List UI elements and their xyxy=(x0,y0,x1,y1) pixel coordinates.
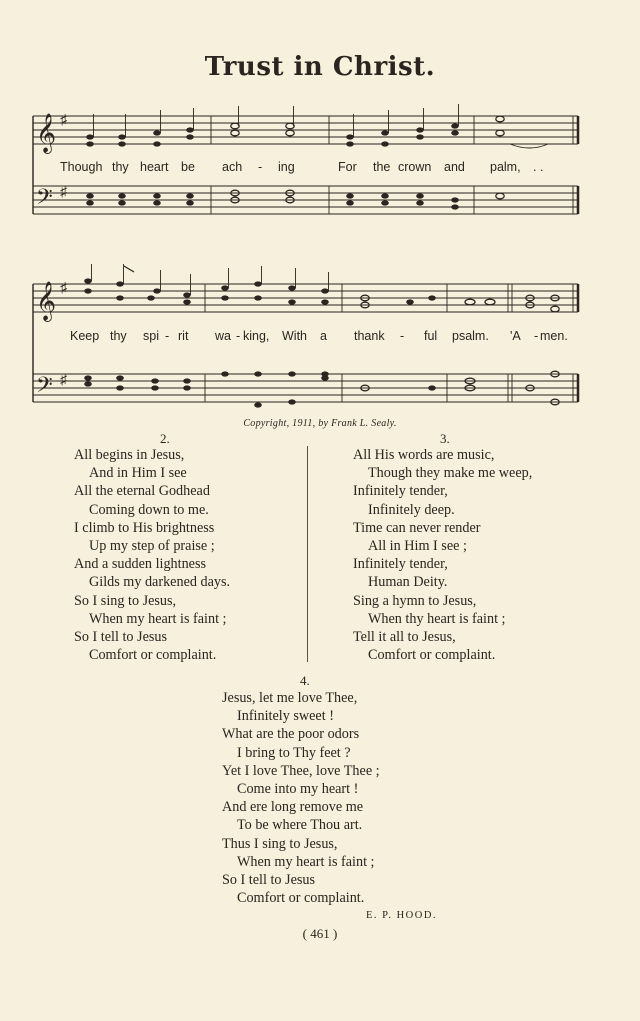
lyric-syllable: psalm. xyxy=(452,329,489,343)
lyric-syllable: thank xyxy=(354,329,385,343)
lyric-syllable: - xyxy=(258,160,263,174)
verse-line: When my heart is faint ; xyxy=(89,610,227,627)
lyric-syllable: - xyxy=(534,329,539,343)
verse-number: 4. xyxy=(300,673,310,688)
lyric-syllable: . . xyxy=(533,160,544,174)
lyric-syllable: a xyxy=(320,329,327,343)
verse-line: Coming down to me. xyxy=(89,501,209,518)
lyric-syllable: For xyxy=(338,160,357,174)
lyrics-line-1 xyxy=(60,160,543,174)
verse-line: Thus I sing to Jesus, xyxy=(222,835,338,852)
verse-line: Though they make me weep, xyxy=(368,465,533,482)
lyric-syllable: and xyxy=(444,160,465,174)
verse-line: What are the poor odors xyxy=(222,726,360,743)
author-credit: E. P. HOOD. xyxy=(366,910,438,921)
verse-line: I climb to His brightness xyxy=(74,519,215,536)
verse-line: When my heart is faint ; xyxy=(237,853,375,870)
svg-text:𝄢: 𝄢 xyxy=(36,373,53,403)
lyric-syllable: - xyxy=(236,329,241,343)
lyric-syllable: - xyxy=(165,329,170,343)
verse-number: 3. xyxy=(440,431,450,446)
lyric-syllable: ful xyxy=(424,329,438,343)
lyric-syllable: With xyxy=(282,329,307,343)
verse-line: And a sudden lightness xyxy=(74,556,207,573)
lyric-syllable: spi xyxy=(143,329,159,343)
lyric-syllable: crown xyxy=(398,160,432,174)
lyric-syllable: rit xyxy=(178,329,189,343)
verse-line: Comfort or complaint. xyxy=(237,890,365,907)
verse-2 xyxy=(74,446,230,664)
svg-text:♯: ♯ xyxy=(60,281,67,296)
lyric-syllable: the xyxy=(373,160,391,174)
lyric-syllable: heart xyxy=(140,160,169,174)
verse-line: Infinitely tender, xyxy=(353,483,448,500)
verse-line: All begins in Jesus, xyxy=(74,447,185,463)
lyric-syllable: 'A xyxy=(510,329,521,343)
column-divider xyxy=(307,446,308,662)
verse-line: So I tell to Jesus xyxy=(74,629,168,646)
lyric-syllable: Though xyxy=(60,160,103,174)
verse-line: Comfort or complaint. xyxy=(368,647,496,664)
verse-line: All the eternal Godhead xyxy=(74,483,210,500)
lyric-syllable: thy xyxy=(112,160,129,174)
verse-line: Come into my heart ! xyxy=(237,781,359,798)
svg-text:𝄢: 𝄢 xyxy=(36,185,53,215)
music-system-1 xyxy=(0,100,640,230)
svg-text:♯: ♯ xyxy=(60,113,67,128)
verse-line: Infinitely sweet ! xyxy=(237,708,334,725)
lyric-syllable: - xyxy=(400,329,405,343)
verse-line: And in Him I see xyxy=(89,465,187,482)
verse-line: Infinitely deep. xyxy=(368,501,455,518)
lyric-syllable: Keep xyxy=(70,329,100,343)
verse-number: 2. xyxy=(160,431,170,446)
verse-line: All His words are music, xyxy=(353,447,495,463)
verse-line: So I tell to Jesus xyxy=(222,872,316,889)
svg-text:𝄞: 𝄞 xyxy=(36,281,57,321)
verse-line: Jesus, let me love Thee, xyxy=(222,690,358,706)
hymn-title: Trust in Christ. xyxy=(204,52,436,82)
verse-line: Time can never render xyxy=(353,519,481,536)
verse-4 xyxy=(222,689,380,907)
lyric-syllable: thy xyxy=(110,329,127,343)
lyric-syllable: ach xyxy=(222,160,243,174)
verse-line: Comfort or complaint. xyxy=(89,647,217,664)
verse-line: Up my step of praise ; xyxy=(89,538,215,555)
verse-line: Infinitely tender, xyxy=(353,556,448,573)
lyric-syllable: be xyxy=(181,160,195,174)
verse-line: I bring to Thy feet ? xyxy=(237,744,351,761)
copyright-notice: Copyright, 1911, by Frank L. Sealy. xyxy=(243,418,397,429)
svg-text:♯: ♯ xyxy=(60,373,67,388)
lyric-syllable: wa xyxy=(215,329,231,343)
lyric-syllable: men. xyxy=(540,329,568,343)
verse-line: To be where Thou art. xyxy=(237,817,363,834)
music-system-2 xyxy=(0,262,640,412)
verse-3 xyxy=(353,446,532,664)
svg-text:♯: ♯ xyxy=(60,185,67,200)
lyric-syllable: ing xyxy=(278,160,295,174)
verse-line: All in Him I see ; xyxy=(368,538,467,555)
verse-line: When thy heart is faint ; xyxy=(368,610,506,627)
lyrics-line-2 xyxy=(70,329,568,343)
verse-line: And ere long remove me xyxy=(222,799,364,816)
verse-line: Tell it all to Jesus, xyxy=(353,629,456,646)
verse-line: So I sing to Jesus, xyxy=(74,592,177,609)
lyric-syllable: palm, xyxy=(490,160,521,174)
verse-line: Human Deity. xyxy=(368,574,448,591)
page-number: ( 461 ) xyxy=(302,926,338,941)
verse-line: Yet I love Thee, love Thee ; xyxy=(222,762,380,779)
verse-line: Gilds my darkened days. xyxy=(89,574,231,591)
svg-text:𝄞: 𝄞 xyxy=(36,113,57,153)
lyric-syllable: king, xyxy=(243,329,270,343)
verse-line: Sing a hymn to Jesus, xyxy=(353,592,477,609)
